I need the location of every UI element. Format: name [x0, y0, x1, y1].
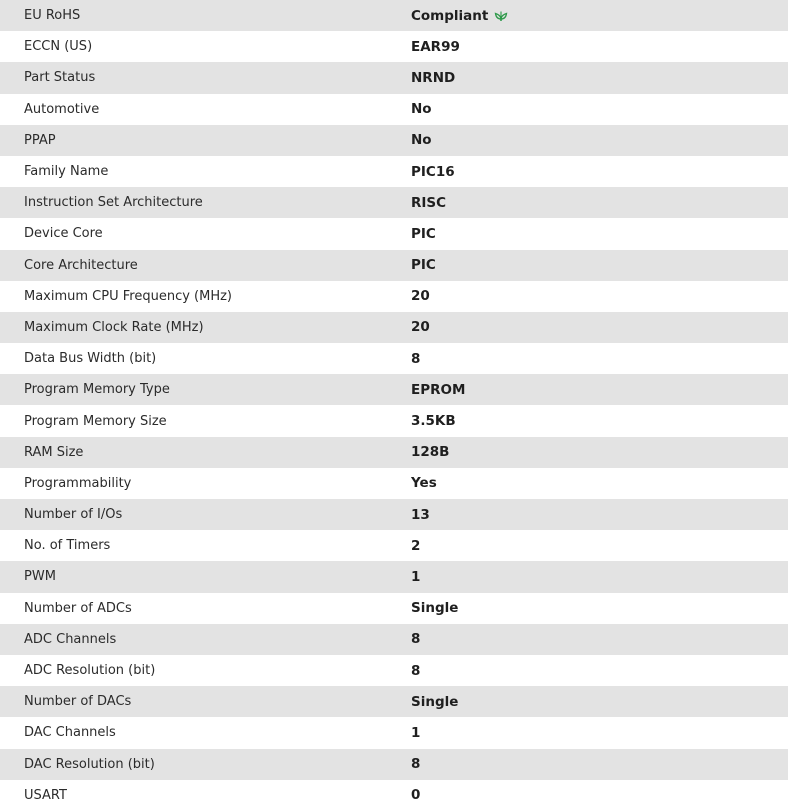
spec-value: Single	[411, 600, 459, 617]
spec-row	[0, 0, 788, 31]
spec-row	[0, 717, 788, 748]
spec-value: No	[411, 101, 432, 118]
spec-value-cell	[411, 343, 788, 374]
spec-row	[0, 749, 788, 780]
spec-value: EAR99	[411, 38, 460, 55]
spec-value-cell	[411, 686, 788, 717]
spec-label: Program Memory Size	[24, 413, 167, 429]
spec-value-cell	[411, 374, 788, 405]
spec-row	[0, 780, 788, 811]
spec-value: 8	[411, 662, 421, 679]
spec-value: 1	[411, 724, 421, 741]
spec-row	[0, 405, 788, 436]
spec-row	[0, 468, 788, 499]
spec-label: Maximum Clock Rate (MHz)	[24, 319, 204, 335]
spec-row	[0, 686, 788, 717]
spec-label: Instruction Set Architecture	[24, 195, 203, 211]
spec-label: Programmability	[24, 475, 132, 491]
leaf-icon	[494, 10, 508, 22]
spec-row	[0, 281, 788, 312]
spec-row	[0, 530, 788, 561]
spec-value-cell	[411, 31, 788, 62]
spec-label: Maximum CPU Frequency (MHz)	[24, 288, 232, 304]
spec-value-cell	[411, 312, 788, 343]
spec-row	[0, 31, 788, 62]
spec-value-cell	[411, 187, 788, 218]
spec-row	[0, 561, 788, 592]
spec-value: No	[411, 132, 432, 149]
spec-row	[0, 62, 788, 93]
spec-row	[0, 156, 788, 187]
spec-label: ADC Channels	[24, 631, 117, 647]
spec-value-cell	[411, 717, 788, 748]
spec-value: 128B	[411, 444, 450, 461]
spec-label: Family Name	[24, 164, 109, 180]
spec-value: 2	[411, 537, 421, 554]
spec-value: RISC	[411, 194, 447, 211]
spec-label: DAC Channels	[24, 725, 116, 741]
spec-value: PIC	[411, 225, 436, 242]
spec-value-cell	[411, 749, 788, 780]
spec-value-cell	[411, 624, 788, 655]
spec-label: USART	[24, 787, 67, 803]
spec-value: PIC	[411, 257, 436, 274]
spec-label: Automotive	[24, 101, 100, 117]
spec-label: ADC Resolution (bit)	[24, 663, 156, 679]
spec-label: Number of I/Os	[24, 507, 123, 523]
spec-row	[0, 437, 788, 468]
spec-row	[0, 94, 788, 125]
spec-value-cell	[411, 530, 788, 561]
spec-label: No. of Timers	[24, 538, 111, 554]
spec-label: Core Architecture	[24, 257, 138, 273]
spec-value-cell	[411, 281, 788, 312]
spec-value-cell	[411, 437, 788, 468]
spec-value-cell	[411, 62, 788, 93]
spec-value: 1	[411, 568, 421, 585]
spec-label: Number of ADCs	[24, 600, 132, 616]
spec-row	[0, 312, 788, 343]
spec-value: Single	[411, 693, 459, 710]
spec-value-cell	[411, 94, 788, 125]
spec-label: DAC Resolution (bit)	[24, 756, 155, 772]
spec-value-cell	[411, 156, 788, 187]
spec-value-cell	[411, 218, 788, 249]
spec-value: 20	[411, 319, 430, 336]
spec-row	[0, 499, 788, 530]
spec-value: NRND	[411, 69, 456, 86]
spec-value-cell	[411, 0, 788, 31]
spec-value-cell	[411, 499, 788, 530]
spec-value: 0	[411, 787, 421, 804]
spec-label: RAM Size	[24, 444, 84, 460]
spec-value-cell	[411, 780, 788, 811]
spec-label: Data Bus Width (bit)	[24, 351, 157, 367]
spec-value-cell	[411, 468, 788, 499]
spec-label: EU RoHS	[24, 8, 81, 24]
spec-label: PPAP	[24, 132, 56, 148]
spec-label: Part Status	[24, 70, 96, 86]
spec-value-cell	[411, 561, 788, 592]
spec-label: Program Memory Type	[24, 382, 170, 398]
spec-value: EPROM	[411, 381, 466, 398]
spec-row	[0, 374, 788, 405]
spec-value-cell	[411, 405, 788, 436]
spec-value: 13	[411, 506, 430, 523]
spec-value: 3.5KB	[411, 413, 456, 430]
spec-row	[0, 655, 788, 686]
spec-row	[0, 187, 788, 218]
spec-value: 20	[411, 288, 430, 305]
spec-row	[0, 624, 788, 655]
spec-value: 8	[411, 350, 421, 367]
spec-label: PWM	[24, 569, 56, 585]
spec-row	[0, 250, 788, 281]
spec-value: 8	[411, 631, 421, 648]
spec-value: Yes	[411, 475, 437, 492]
spec-label: Number of DACs	[24, 694, 132, 710]
spec-value-cell	[411, 125, 788, 156]
spec-value: Compliant	[411, 7, 489, 24]
spec-value-cell	[411, 593, 788, 624]
spec-label: ECCN (US)	[24, 39, 93, 55]
spec-row	[0, 343, 788, 374]
spec-row	[0, 125, 788, 156]
spec-value-cell	[411, 250, 788, 281]
spec-row	[0, 218, 788, 249]
spec-label: Device Core	[24, 226, 103, 242]
spec-value-cell	[411, 655, 788, 686]
spec-value: 8	[411, 756, 421, 773]
spec-value: PIC16	[411, 163, 455, 180]
spec-row	[0, 593, 788, 624]
